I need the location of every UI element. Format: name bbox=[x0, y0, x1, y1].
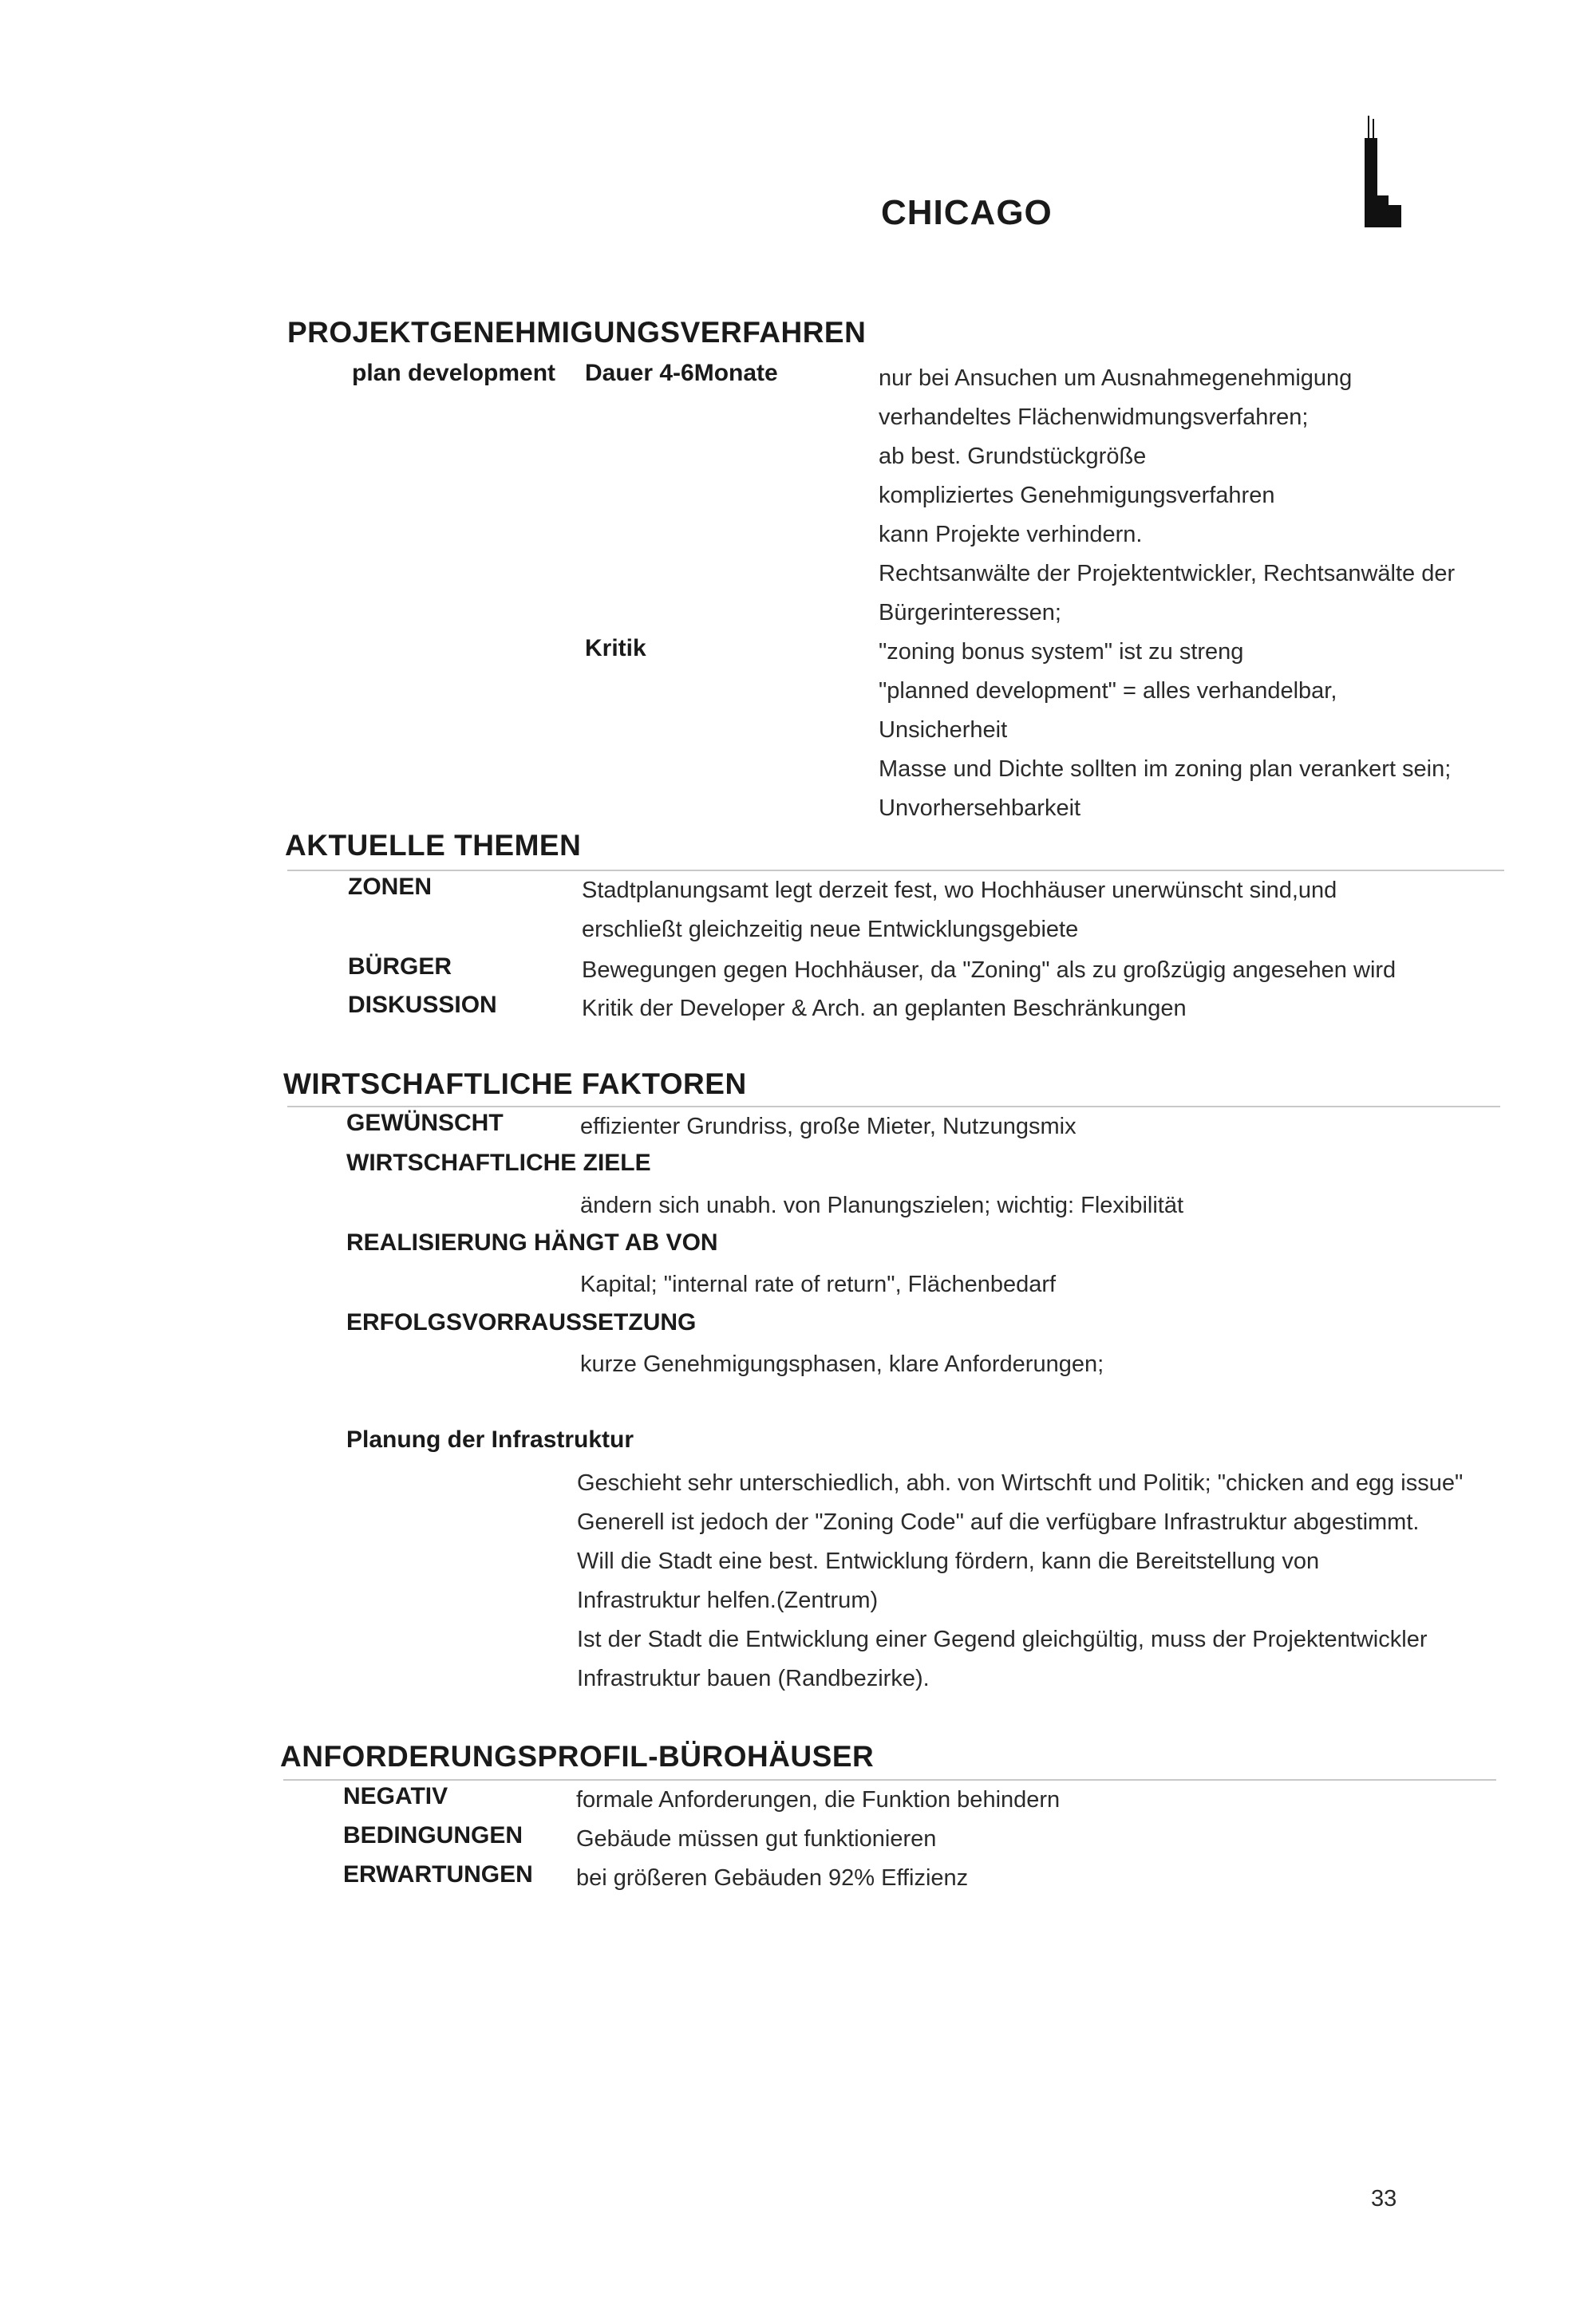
infra-line: Ist der Stadt die Entwicklung einer Gegend gleichgültig, muss der Projektentwickler bbox=[577, 1627, 1428, 1652]
section-divider bbox=[287, 870, 1504, 871]
projekt-line: verhandeltes Flächenwidmungsverfahren; bbox=[879, 404, 1309, 430]
label-kritik: Kritik bbox=[585, 635, 646, 661]
aktuelle-text: Stadtplanungsamt legt derzeit fest, wo Hochhäuser unerwünscht sind,und bbox=[582, 878, 1337, 903]
infra-line: Will die Stadt eine best. Entwicklung fördern, kann die Bereitstellung von bbox=[577, 1549, 1320, 1574]
label-zonen: ZONEN bbox=[348, 874, 432, 900]
section-divider bbox=[287, 1106, 1500, 1107]
wirtschaft-text: kurze Genehmigungsphasen, klare Anforderungen; bbox=[580, 1351, 1104, 1377]
infra-line: Geschieht sehr unterschiedlich, abh. von Wirtschft und Politik; "chicken and egg issue" bbox=[577, 1470, 1464, 1496]
anforderung-text: formale Anforderungen, die Funktion behindern bbox=[576, 1787, 1061, 1813]
label-buerger: BÜRGER bbox=[348, 953, 452, 980]
label-ziele: WIRTSCHAFTLICHE ZIELE bbox=[346, 1150, 651, 1176]
page-number: 33 bbox=[1371, 2186, 1397, 2212]
label-bedingungen: BEDINGUNGEN bbox=[343, 1822, 523, 1849]
label-duration: Dauer 4-6Monate bbox=[585, 360, 778, 386]
projekt-line: Unvorhersehbarkeit bbox=[879, 795, 1081, 821]
label-diskussion: DISKUSSION bbox=[348, 992, 497, 1018]
label-negativ: NEGATIV bbox=[343, 1783, 448, 1809]
anforderung-text: Gebäude müssen gut funktionieren bbox=[576, 1826, 937, 1852]
section-title-anforderung: ANFORDERUNGSPROFIL-BÜROHÄUSER bbox=[280, 1740, 875, 1773]
projekt-line: Masse und Dichte sollten im zoning plan verankert sein; bbox=[879, 756, 1452, 782]
label-realisierung: REALISIERUNG HÄNGT AB VON bbox=[346, 1229, 718, 1256]
label-gewuenscht: GEWÜNSCHT bbox=[346, 1110, 504, 1136]
projekt-line: Unsicherheit bbox=[879, 717, 1008, 743]
section-title-aktuelle: AKTUELLE THEMEN bbox=[285, 829, 582, 862]
aktuelle-text: Bewegungen gegen Hochhäuser, da "Zoning" als zu großzügig angesehen wird bbox=[582, 957, 1396, 983]
projekt-line: Bürgerinteressen; bbox=[879, 600, 1061, 625]
wirtschaft-text: effizienter Grundriss, große Mieter, Nutzungsmix bbox=[580, 1114, 1077, 1139]
projekt-line: kompliziertes Genehmigungsverfahren bbox=[879, 483, 1275, 508]
label-plan-development: plan development bbox=[352, 360, 556, 386]
page-title: CHICAGO bbox=[881, 193, 1053, 232]
anforderung-text: bei größeren Gebäuden 92% Effizienz bbox=[576, 1865, 969, 1891]
infra-line: Infrastruktur helfen.(Zentrum) bbox=[577, 1588, 879, 1613]
section-title-wirtschaft: WIRTSCHAFTLICHE FAKTOREN bbox=[283, 1067, 747, 1100]
wirtschaft-text: ändern sich unabh. von Planungszielen; wichtig: Flexibilität bbox=[580, 1193, 1184, 1218]
label-infrastruktur: Planung der Infrastruktur bbox=[346, 1426, 634, 1453]
skyscraper-icon bbox=[1357, 116, 1404, 227]
projekt-line: Rechtsanwälte der Projektentwickler, Rechtsanwälte der bbox=[879, 561, 1456, 586]
label-erwartungen: ERWARTUNGEN bbox=[343, 1861, 533, 1888]
infra-line: Infrastruktur bauen (Randbezirke). bbox=[577, 1666, 930, 1691]
aktuelle-text: erschließt gleichzeitig neue Entwicklungsgebiete bbox=[582, 917, 1079, 942]
projekt-line: "planned development" = alles verhandelbar, bbox=[879, 678, 1337, 704]
infra-line: Generell ist jedoch der "Zoning Code" auf die verfügbare Infrastruktur abgestimmt. bbox=[577, 1509, 1420, 1535]
projekt-line: ab best. Grundstückgröße bbox=[879, 444, 1147, 469]
label-erfolg: ERFOLGSVORRAUSSETZUNG bbox=[346, 1309, 697, 1336]
section-title-projekt: PROJEKTGENEHMIGUNGSVERFAHREN bbox=[287, 316, 867, 349]
projekt-line: "zoning bonus system" ist zu streng bbox=[879, 639, 1244, 665]
wirtschaft-text: Kapital; "internal rate of return", Flächenbedarf bbox=[580, 1272, 1057, 1297]
aktuelle-text: Kritik der Developer & Arch. an geplanten Beschränkungen bbox=[582, 996, 1187, 1021]
projekt-line: nur bei Ansuchen um Ausnahmegenehmigung bbox=[879, 365, 1353, 391]
projekt-line: kann Projekte verhindern. bbox=[879, 522, 1143, 547]
section-divider bbox=[283, 1779, 1496, 1781]
